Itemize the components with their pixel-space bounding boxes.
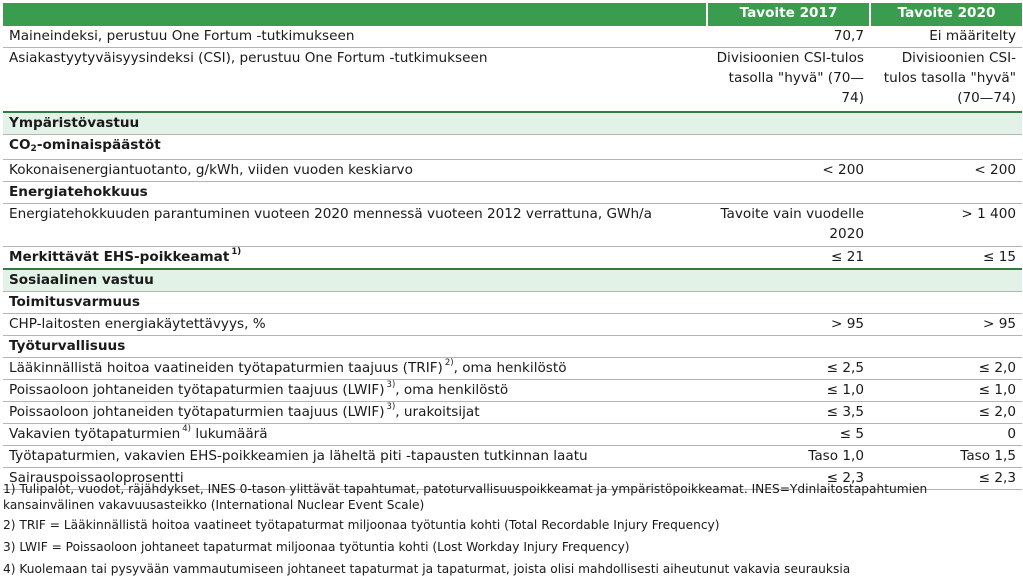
footnote-ref: 3) (386, 380, 396, 390)
row-label: Merkittävät EHS-poikkeamat $^{1)}$ (3, 247, 707, 270)
table-row (3, 247, 1022, 270)
header-target-2020: Tavoite 2020 (870, 3, 1022, 26)
value-2020: ≤ 2,0 (870, 402, 1022, 424)
subheading-co2: CO2-ominaispäästöt (3, 135, 707, 160)
value-2017: Divisioonien CSI-tulos tasolla "hyvä" (70—74) (707, 48, 870, 113)
row-label: Poissaoloon johtaneiden työtapaturmien taajuus (LWIF) $^{3)}$, oma henkilöstö (3, 380, 707, 402)
footnote-ref: 2) (444, 358, 454, 368)
footnote-2: 2) TRIF = Lääkinnällistä hoitoa vaatineet työtapaturmat miljoonaa työtuntia kohti (Total Recordable Injury Frequency) (3, 518, 720, 532)
table-row (3, 380, 1022, 402)
table-row (3, 358, 1022, 380)
section-title: Sosiaalinen vastuu (3, 269, 707, 292)
footnote-3: 3) LWIF = Poissaoloon johtaneet tapaturmat miljoonaa työtuntia kohti (Lost Workday Injury Frequency) (3, 540, 630, 554)
footnote-ref: 3) (386, 402, 396, 412)
value-2017: > 95 (707, 314, 870, 336)
value-2017: Tavoite vain vuodelle 2020 (707, 204, 870, 247)
value-2020: > 1 400 (870, 204, 1022, 247)
value-2020: < 200 (870, 160, 1022, 182)
section-title: Ympäristövastuu (3, 112, 707, 135)
subheading-title: Energiatehokkuus (3, 182, 707, 204)
value-2020: ≤ 1,0 (870, 380, 1022, 402)
row-label: Asiakastyytyväisyysindeksi (CSI), perustuu One Fortum -tutkimukseen (3, 48, 707, 113)
value-2017: 70,7 (707, 26, 870, 48)
table-row (3, 314, 1022, 336)
subheading-row (3, 135, 1022, 160)
value-2020: ≤ 2,3 (870, 468, 1022, 490)
row-label: Vakavien työtapaturmien $^{4)}$ lukumäärä (3, 424, 707, 446)
table-row (3, 26, 1022, 48)
row-label: CHP-laitosten energiakäytettävyys, % (3, 314, 707, 336)
footnote-ref: 1) (231, 247, 242, 257)
header-blank (3, 3, 707, 26)
subheading-title: Työturvallisuus (3, 336, 707, 358)
value-2020: > 95 (870, 314, 1022, 336)
row-label: Sairauspoissaoloprosentti (3, 468, 707, 490)
value-2017: ≤ 2,3 (707, 468, 870, 490)
subheading-row (3, 336, 1022, 358)
value-2020: Divisioonien CSI-tulos tasolla "hyvä" (70—74) (870, 48, 1022, 113)
table-row (3, 402, 1022, 424)
value-2020: ≤ 15 (870, 247, 1022, 270)
table-row (3, 160, 1022, 182)
value-2017: < 200 (707, 160, 870, 182)
value-2020: 0 (870, 424, 1022, 446)
value-2020: ≤ 2,0 (870, 358, 1022, 380)
row-label: Lääkinnällistä hoitoa vaatineiden työtapaturmien taajuus (TRIF) $^{2)}$, oma henkilöstö (3, 358, 707, 380)
section-row (3, 269, 1022, 292)
table-row (3, 446, 1022, 468)
value-2020: Taso 1,5 (870, 446, 1022, 468)
value-2017: ≤ 5 (707, 424, 870, 446)
targets-table (3, 3, 1022, 490)
row-label: Kokonaisenergiantuotanto, g/kWh, viiden vuoden keskiarvo (3, 160, 707, 182)
row-label: Työtapaturmien, vakavien EHS-poikkeamien ja läheltä piti -tapausten tutkinnan laatu (3, 446, 707, 468)
value-2017: ≤ 3,5 (707, 402, 870, 424)
header-target-2017: Tavoite 2017 (707, 3, 870, 26)
table-row (3, 204, 1022, 247)
footnote-ref: 4) (182, 424, 191, 434)
table-row (3, 424, 1022, 446)
footnote-4: 4) Kuolemaan tai pysyvään vammautumiseen johtaneet tapaturmat ja tapaturmat, joista olisi mahdollisesti aiheutunut vakavia seurauksia (3, 562, 851, 576)
value-2017: ≤ 1,0 (707, 380, 870, 402)
value-2020: Ei määritelty (870, 26, 1022, 48)
value-2017: Taso 1,0 (707, 446, 870, 468)
section-row (3, 112, 1022, 135)
table-row (3, 48, 1022, 113)
row-label: Poissaoloon johtaneiden työtapaturmien taajuus (LWIF) $^{3)}$, urakoitsijat (3, 402, 707, 424)
row-label: Energiatehokkuuden parantuminen vuoteen 2020 mennessä vuoteen 2012 verrattuna, GWh/a (3, 204, 707, 247)
row-label: Maineindeksi, perustuu One Fortum -tutkimukseen (3, 26, 707, 48)
header-row (3, 3, 1022, 26)
subheading-title: Toimitusvarmuus (3, 292, 707, 314)
subheading-row (3, 182, 1022, 204)
value-2017: ≤ 2,5 (707, 358, 870, 380)
footnote-1: 1) Tulipalot, vuodot, räjähdykset, INES 0-tason ylittävät tapahtumat, patoturvallisuuspoikkeamat ja ympäristöpoikkeamat. INES=Ydinlaitostapahtumien kansainvälinen vakavuusasteikko (International Nuclear Event Scale) (3, 482, 928, 512)
subheading-row (3, 292, 1022, 314)
value-2017: ≤ 21 (707, 247, 870, 270)
